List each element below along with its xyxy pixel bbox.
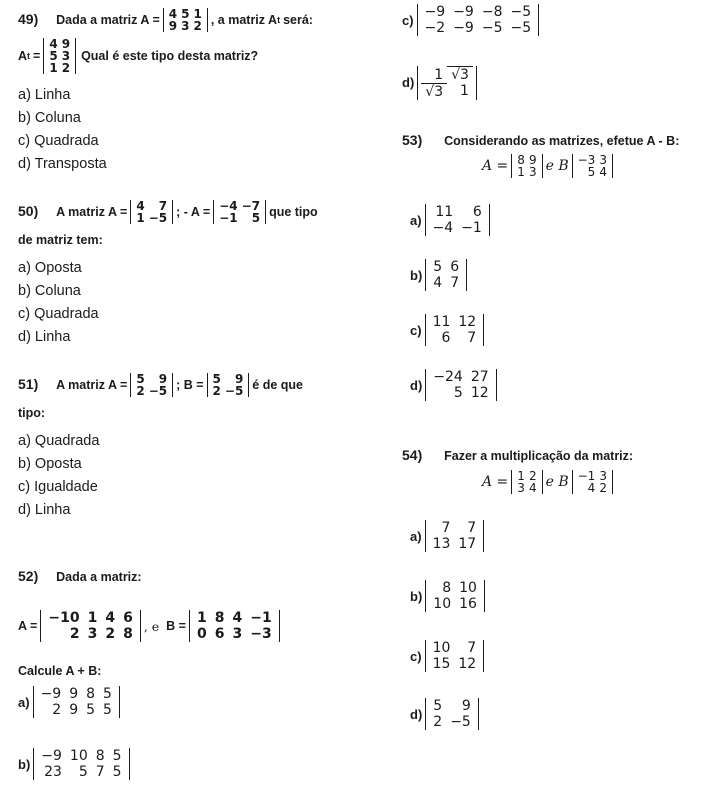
matrix-cell: −5 [224,384,244,398]
q52-matrix-b [189,610,280,642]
matrix-cell: 5 [78,764,88,780]
matrix-cell: −5 [450,714,471,730]
q54-a-matrix [425,520,485,552]
matrix-cell: 3 [232,626,243,642]
matrix-cell: −24 [433,369,463,385]
q54-b-label-opt: b) [410,588,423,604]
matrix-cell: 10 [433,596,452,612]
matrix-cell: 5 [103,686,112,702]
matrix-cell: 12 [458,314,477,330]
matrix-cell: 3 [87,626,98,642]
q50-matrix-a [130,200,173,224]
matrix-cell: 4 [136,199,145,213]
q54-b-matrix [425,580,485,612]
matrix-cell: 4 [599,165,607,179]
q52-b-opt-label: b) [18,756,31,772]
q53-a-matrix [425,204,490,236]
matrix-cell: 17 [458,536,477,552]
matrix-cell: −5 [510,20,532,36]
q50-option-d[interactable]: d) Linha [18,329,71,345]
matrix-cell: −5 [148,211,168,225]
matrix-cell: 2 [599,481,607,495]
matrix-cell: −1 [461,220,482,236]
matrix-cell: 27 [470,369,489,385]
q54-matrix-b [572,470,613,494]
matrix-cell: 4 [49,37,58,51]
matrix-cell: 8 [95,748,105,764]
q53-matrix-a [511,154,542,178]
q50-mid: ; - A = [176,205,211,219]
q54-e-label: e B [545,474,569,490]
matrix-cell: −3 [250,626,272,642]
q52-sep: , e [143,618,160,634]
matrix-cell: 5 [212,372,221,386]
matrix-cell: 10 [69,748,88,764]
q49-sup: t [277,15,281,25]
q51-mid: ; B = [176,378,204,392]
matrix-cell: 5 [251,211,261,225]
matrix-cell: 15 [432,656,451,672]
q50-option-a[interactable]: a) Oposta [18,260,82,276]
matrix-cell: 1 [517,469,525,483]
q51-pre: A matriz A = [56,378,128,392]
q49-at-sup: t [27,51,31,61]
matrix-cell: 5 [433,259,443,275]
q52-matrices [18,610,280,642]
cell: 1 [460,83,469,100]
matrix-cell: 8 [214,610,225,626]
matrix-cell: 23 [44,764,62,780]
q53-b-label-opt: b) [410,267,423,283]
q52-matrix-a [40,610,140,642]
q54-a-label: A = [482,474,509,490]
q52-a-opt-matrix [33,686,120,718]
matrix-cell: 6 [214,626,225,642]
q53-e-label: e B [545,158,569,174]
q49-statement [18,8,313,32]
q53-c-matrix [425,314,485,346]
matrix-cell: 2 [61,61,71,75]
matrix-cell: −5 [510,4,532,20]
matrix-cell: 8 [86,686,96,702]
matrix-cell: −5 [481,20,503,36]
q54-option-a[interactable] [410,520,484,552]
matrix-cell: 10 [432,640,451,656]
q49-option-c[interactable]: c) Quadrada [18,133,99,149]
matrix-cell: 6 [123,610,133,626]
matrix-cell: 9 [61,37,71,51]
matrix-cell: −2 [424,20,446,36]
matrix-cell: 9 [69,686,79,702]
matrix-cell: 11 [435,204,454,220]
q49-transposed [18,38,258,74]
matrix-cell: −10 [48,610,80,626]
q49-option-c-matrix[interactable] [402,4,539,36]
q50-pre: A matriz A = [56,205,128,219]
matrix-cell: 7 [467,520,477,536]
matrix-cell: 9 [168,19,178,33]
matrix-cell: 7 [467,640,477,656]
matrix-cell: 7 [467,330,477,346]
matrix-cell: 5 [112,764,122,780]
matrix-cell: −1 [577,469,596,483]
q50-statement [18,200,318,224]
matrix-cell: 11 [432,314,451,330]
matrix-cell: 4 [232,610,243,626]
matrix-cell: 2 [528,469,537,483]
matrix-cell: 4 [433,275,443,291]
q49-option-a[interactable]: a) Linha [18,87,71,103]
matrix-cell: 4 [168,7,178,21]
q49-option-d-matrix[interactable] [402,66,477,100]
matrix-cell: 12 [470,385,489,401]
matrix-cell: 1 [87,610,98,626]
q49-option-b[interactable]: b) Coluna [18,110,81,126]
matrix-cell: 7 [95,764,105,780]
q54-title: Fazer a multiplicação da matriz: [444,449,634,463]
matrix-cell: 9 [461,698,471,714]
matrix-cell: −9 [453,4,474,20]
q50-line2: de matriz tem: [18,233,103,247]
matrix-cell: −8 [481,4,503,20]
q50-number: 50) [18,203,39,219]
matrix-cell: 2 [433,714,443,730]
q51-option-a[interactable]: a) Quadrada [18,433,100,449]
q54-d-matrix [425,698,479,730]
matrix-cell: −5 [148,384,168,398]
q53-d-matrix [425,369,496,401]
matrix-cell: 3 [599,153,607,167]
matrix-cell: 1 [196,610,207,626]
matrix-cell: −3 [577,153,596,167]
matrix-cell: −9 [41,748,62,764]
matrix-cell: −4 [219,199,238,213]
q53-d-label-opt: d) [410,377,423,393]
matrix-cell: 4 [528,481,537,495]
q51-option-b[interactable]: b) Oposta [18,456,82,472]
matrix-cell: 12 [458,656,477,672]
matrix-cell: 1 [136,211,145,225]
q54-option-b[interactable] [410,580,485,612]
q54-option-d[interactable] [410,698,479,730]
q52-a-label: A = [18,619,38,633]
q49-pre: Dada a matriz A = [56,13,160,27]
matrix-cell: 6 [472,204,482,220]
matrix-cell: 7 [441,520,451,536]
matrix-cell: 3 [528,165,537,179]
q53-title: Considerando as matrizes, efetue A - B: [444,134,680,148]
q54-a-label-opt: a) [410,528,422,544]
q52-a-opt-label: a) [18,694,30,710]
matrix-cell: −1 [219,211,238,225]
q49-number: 49) [18,11,39,27]
matrix-cell: 5 [181,7,190,21]
matrix-cell: 13 [432,536,451,552]
matrix-cell: 2 [193,19,202,33]
matrix-cell: 2 [105,626,116,642]
q52-b-label: B = [166,619,186,633]
matrix-cell: 5 [103,702,112,718]
q50-option-b[interactable]: b) Coluna [18,283,81,299]
matrix-cell: 5 [112,748,122,764]
matrix-cell: 5 [49,49,58,63]
q52-statement [18,568,142,584]
matrix-cell: −9 [40,686,62,702]
matrix-cell: 8 [442,580,452,596]
matrix-cell: 2 [69,626,80,642]
matrix-cell: 9 [528,153,537,167]
q53-option-b[interactable] [410,259,467,291]
matrix-cell: −9 [424,4,446,20]
matrix-cell: 8 [517,153,525,167]
matrix-cell: 2 [136,384,145,398]
q51-post: é de que [252,378,304,392]
q54-statement [402,447,633,463]
matrix-cell: 3 [517,481,525,495]
matrix-cell: 3 [599,469,607,483]
q52-number: 52) [18,568,39,584]
q49-at-label: A [18,49,28,63]
q53-option-a[interactable] [410,204,490,236]
matrix-cell: 3 [181,19,190,33]
matrix-cell: 8 [123,626,133,642]
matrix-cell: 1 [49,61,58,75]
q53-a-label-opt: a) [410,212,422,228]
matrix-cell: 6 [450,259,460,275]
q54-c-label-opt: c) [410,648,422,664]
matrix-cell: 5 [587,165,596,179]
q51-matrix-b [207,373,250,397]
matrix-cell: 7 [158,199,168,213]
q54-number: 54) [402,447,423,463]
cell: √3 [447,67,473,84]
matrix-cell: 3 [61,49,71,63]
matrix-cell: 0 [196,626,207,642]
q53-option-c[interactable] [410,314,484,346]
q49-at-eq: = [33,49,41,63]
q50-option-c[interactable]: c) Quadrada [18,306,99,322]
matrix-cell: 9 [234,372,244,386]
q49-c-label: c) [402,12,414,28]
matrix-cell: −9 [453,20,474,36]
q53-number: 53) [402,132,423,148]
matrix-cell: 5 [453,385,463,401]
q49-mid: , a matriz A [210,13,278,27]
q53-option-d[interactable] [410,369,497,401]
matrix-cell: −1 [250,610,272,626]
q51-number: 51) [18,376,39,392]
cell: √3 [421,83,447,100]
q50-post: que tipo [269,205,318,219]
matrix-cell: 2 [212,384,221,398]
q49-matrix-at [43,38,76,74]
q51-line2: tipo: [18,406,46,420]
q49-d-label: d) [402,75,415,91]
q54-matrices [482,470,613,494]
q49-matrix-a [163,8,208,32]
q52-calc: Calcule A + B: [18,664,102,678]
matrix-cell: −4 [432,220,454,236]
matrix-cell: 2 [52,702,62,718]
q52-option-a[interactable] [18,686,120,718]
q52-title: Dada a matriz: [56,570,142,584]
matrix-cell: 6 [441,330,451,346]
q53-a-label: A = [482,158,509,174]
q54-c-matrix [425,640,485,672]
matrix-cell: 5 [433,698,443,714]
q49-question: Qual é este tipo desta matriz? [81,49,259,63]
q49-c-matrix [417,4,540,36]
matrix-cell: 9 [69,702,79,718]
q52-b-opt-matrix [33,748,129,780]
q49-post: será: [283,13,313,27]
q51-statement [18,373,303,397]
q54-d-label-opt: d) [410,706,423,722]
q51-option-c[interactable]: c) Igualdade [18,479,98,495]
q49-d-matrix [417,66,477,100]
matrix-cell: 1 [193,7,202,21]
q54-option-c[interactable] [410,640,484,672]
q50-matrix-nega [213,200,266,224]
q54-matrix-a [511,470,542,494]
q51-option-d[interactable]: d) Linha [18,502,71,518]
matrix-cell: 4 [105,610,116,626]
q53-matrix-b [572,154,613,178]
q51-matrix-a [130,373,173,397]
matrix-cell: 9 [158,372,168,386]
matrix-cell: −7 [241,199,261,213]
matrix-cell: 5 [136,372,145,386]
matrix-cell: 16 [459,596,477,612]
matrix-cell: 5 [86,702,96,718]
q53-statement [402,132,679,148]
matrix-cell: 10 [459,580,477,596]
q49-option-d[interactable]: d) Transposta [18,156,107,172]
q52-option-b[interactable] [18,748,130,780]
matrix-cell: 1 [517,165,525,179]
q53-c-label-opt: c) [410,322,422,338]
q53-matrices [482,154,613,178]
matrix-cell: 4 [587,481,596,495]
cell: 1 [434,66,444,83]
matrix-cell: 7 [450,275,460,291]
q53-b-matrix [425,259,467,291]
